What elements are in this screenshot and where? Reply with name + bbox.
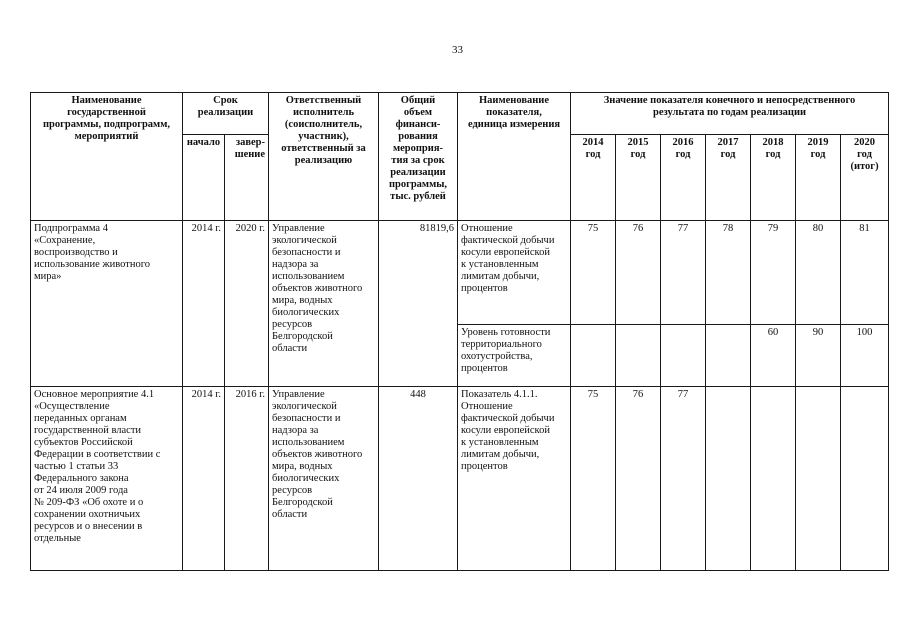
start-year: 2014 г. (183, 387, 225, 571)
end-year: 2016 г. (225, 387, 269, 571)
value-2020: 100 (841, 325, 889, 387)
value-2016 (661, 325, 706, 387)
value-2019: 80 (796, 221, 841, 325)
program-name: Основное мероприятие 4.1 «Осуществление переданных органам государственной власти субъектов Российской Федерации в соответствии с частью 1 статьи 33 Федерального закона от 24 июля 2009 года № 209-ФЗ «Об охоте и о сохранении охотничьих ресурсов и о внесении в отдельные (31, 387, 183, 571)
value-2014: 75 (571, 387, 616, 571)
value-2020 (841, 387, 889, 571)
header-values: Значение показателя конечного и непосредственного результата по годам реализации (571, 93, 889, 135)
value-2019 (796, 387, 841, 571)
value-2016: 77 (661, 221, 706, 325)
indicator-name: Отношение фактической добычи косули европейской к установленным лимитам добычи, процентов (458, 221, 571, 325)
value-2016: 77 (661, 387, 706, 571)
header-year-2018: 2018 год (751, 135, 796, 221)
responsible-executor: Управление экологической безопасности и надзора за использованием объектов животного мира, водных биологических ресурсов Белгородской области (269, 387, 379, 571)
header-year-2014: 2014 год (571, 135, 616, 221)
value-2017: 78 (706, 221, 751, 325)
responsible-executor: Управление экологической безопасности и надзора за использованием объектов животного мира, водных биологических ресурсов Белгородской области (269, 221, 379, 387)
value-2014 (571, 325, 616, 387)
header-term: Срок реализации (183, 93, 269, 135)
header-year-2016: 2016 год (661, 135, 706, 221)
header-end: завер- шение (225, 135, 269, 221)
value-2015: 76 (616, 221, 661, 325)
value-2017 (706, 325, 751, 387)
header-year-2017: 2017 год (706, 135, 751, 221)
header-year-2020: 2020 год (итог) (841, 135, 889, 221)
financing-volume: 81819,6 (379, 221, 458, 387)
financing-volume: 448 (379, 387, 458, 571)
header-start: начало (183, 135, 225, 221)
value-2019: 90 (796, 325, 841, 387)
value-2020: 81 (841, 221, 889, 325)
header-responsible: Ответственный исполнитель (соисполнитель, участник), ответственный за реализацию (269, 93, 379, 221)
value-2018: 60 (751, 325, 796, 387)
header-year-2015: 2015 год (616, 135, 661, 221)
value-2014: 75 (571, 221, 616, 325)
value-2015: 76 (616, 387, 661, 571)
header-program: Наименование государственной программы, подпрограмм, мероприятий (31, 93, 183, 221)
end-year: 2020 г. (225, 221, 269, 387)
table-row (31, 387, 889, 571)
table-row (31, 221, 889, 325)
program-table (30, 92, 889, 571)
value-2017 (706, 387, 751, 571)
value-2015 (616, 325, 661, 387)
value-2018 (751, 387, 796, 571)
page-number: 33 (452, 44, 463, 56)
value-2018: 79 (751, 221, 796, 325)
indicator-name: Уровень готовности территориального охотустройства, процентов (458, 325, 571, 387)
header-volume: Общий объем финанси- рования мероприя- тия за срок реализации программы, тыс. рублей (379, 93, 458, 221)
header-indicator: Наименование показателя, единица измерения (458, 93, 571, 221)
start-year: 2014 г. (183, 221, 225, 387)
header-year-2019: 2019 год (796, 135, 841, 221)
program-name: Подпрограмма 4 «Сохранение, воспроизводство и использование животного мира» (31, 221, 183, 387)
indicator-name: Показатель 4.1.1. Отношение фактической добычи косули европейской к установленным лимитам добычи, процентов (458, 387, 571, 571)
